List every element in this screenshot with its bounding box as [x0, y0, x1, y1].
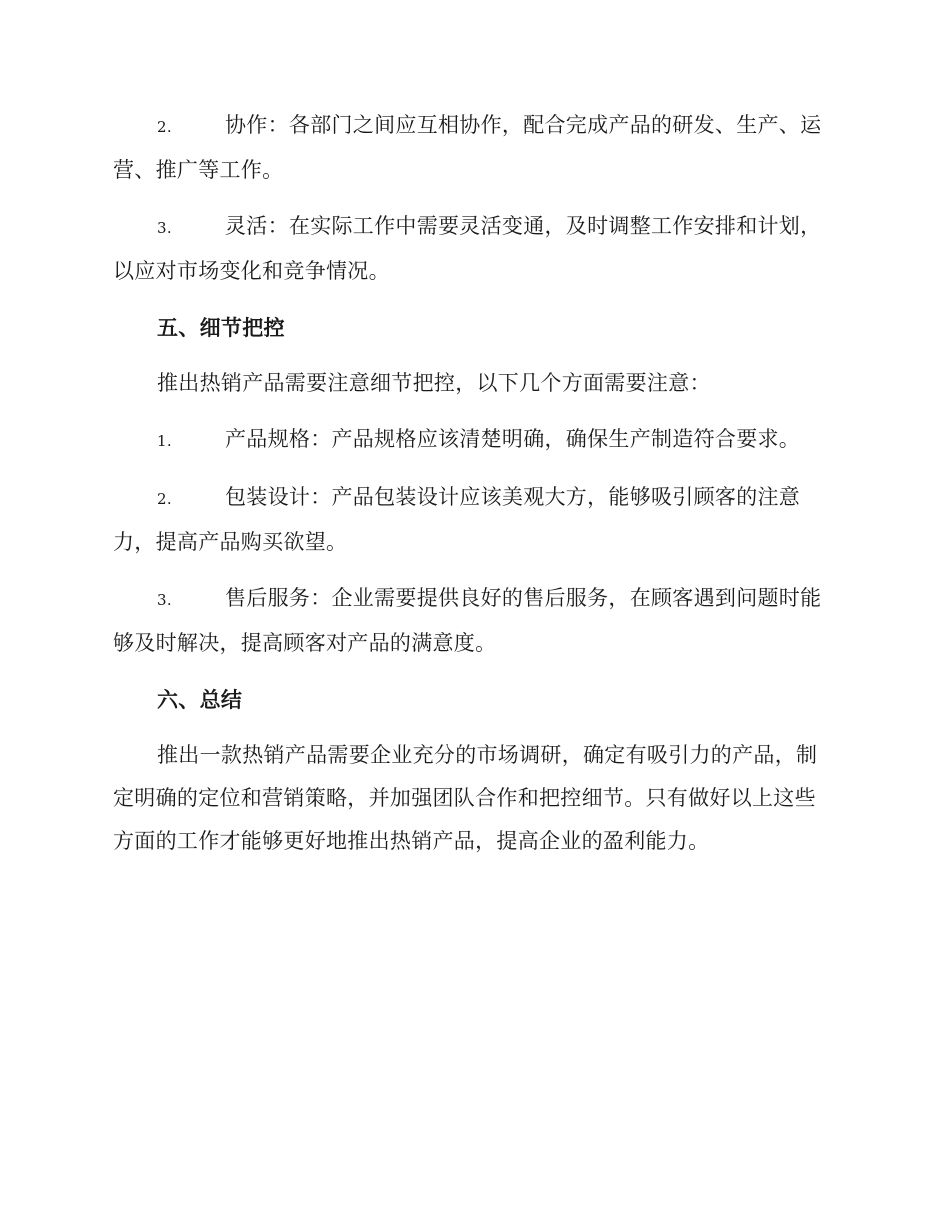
list-item	[113, 205, 835, 293]
list-item-text: 产品规格：产品规格应该清楚明确，确保生产制造符合要求。	[225, 427, 801, 451]
list-number: 2.	[157, 118, 172, 136]
list-item	[113, 418, 835, 463]
list-item-text: 协作：各部门之间应互相协作，配合完成产品的研发、生产、运营、推广等工作。	[113, 113, 822, 182]
section-heading: 六、总结	[157, 687, 243, 712]
list-number: 3.	[157, 591, 172, 609]
summary-paragraph: 推出一款热销产品需要企业充分的市场调研，确定有吸引力的产品，制定明确的定位和营销策略，并加强团队合作和把控细节。只有做好以上这些方面的工作才能够更好地推出热销产品，提高企业的盈利能力。	[113, 743, 818, 853]
list-item-text: 包装设计：产品包装设计应该美观大方，能够吸引顾客的注意力，提高产品购买欲望。	[113, 485, 801, 554]
list-item	[113, 577, 835, 665]
list-item-text: 售后服务：企业需要提供良好的售后服务，在顾客遇到问题时能够及时解决，提高顾客对产品的满意度。	[113, 586, 822, 655]
list-item	[113, 104, 835, 192]
list-number: 2.	[157, 490, 172, 508]
list-number: 1.	[157, 432, 172, 450]
document-page	[113, 104, 835, 876]
list-number: 3.	[157, 219, 172, 237]
list-item	[113, 476, 835, 564]
section-heading: 五、细节把控	[157, 315, 285, 340]
section-intro: 推出热销产品需要注意细节把控，以下几个方面需要注意：	[157, 371, 711, 395]
list-item-text: 灵活：在实际工作中需要灵活变通，及时调整工作安排和计划，以应对市场变化和竞争情况。	[113, 214, 822, 283]
